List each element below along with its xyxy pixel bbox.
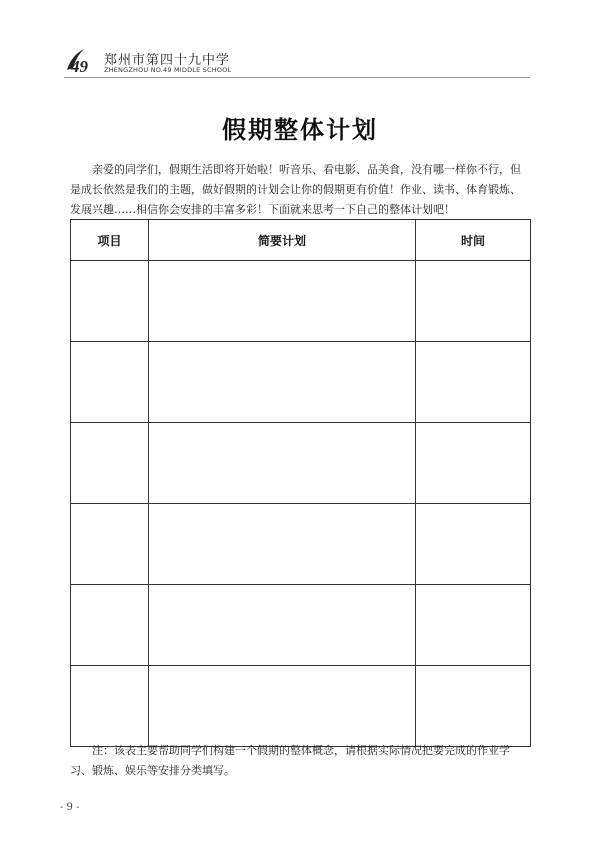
item-cell[interactable]	[71, 585, 149, 666]
time-cell[interactable]	[416, 342, 531, 423]
table-row	[71, 504, 531, 585]
time-cell[interactable]	[416, 261, 531, 342]
table-row	[71, 342, 531, 423]
table-row	[71, 666, 531, 747]
column-header-item: 项目	[71, 220, 149, 261]
item-cell[interactable]	[71, 261, 149, 342]
table-row	[71, 261, 531, 342]
column-header-time: 时间	[416, 220, 531, 261]
school-49-logo-icon	[64, 46, 104, 76]
header-divider	[64, 77, 530, 78]
svg-text:49: 49	[71, 57, 88, 76]
page-header	[64, 46, 530, 76]
time-cell[interactable]	[416, 423, 531, 504]
table-header-row	[71, 220, 531, 261]
plan-cell[interactable]	[149, 585, 416, 666]
school-name-cn: 郑州市第四十九中学	[104, 53, 231, 68]
column-header-plan: 简要计划	[149, 220, 416, 261]
time-cell[interactable]	[416, 585, 531, 666]
intro-paragraph: 亲爱的同学们，假期生活即将开始啦！听音乐、看电影、品美食，没有哪一样你不行，但是成长依然是我们的主题，做好假期的计划会让你的假期更有价值！作业、读书、体育锻炼、发展兴趣……相信你会安排的丰富多彩！下面就来思考一下自己的整体计划吧！	[70, 163, 521, 216]
school-name-en: ZHENGZHOU NO.49 MIDDLE SCHOOL	[104, 66, 232, 74]
item-cell[interactable]	[71, 423, 149, 504]
plan-cell[interactable]	[149, 261, 416, 342]
plan-table	[70, 219, 531, 747]
item-cell[interactable]	[71, 666, 149, 747]
footnote: 注：该表主要帮助同学们构建一个假期的整体概念，请根据实际情况把要完成的作业学习、锻炼、娱乐等安排分类填写。	[70, 744, 510, 777]
plan-cell[interactable]	[149, 504, 416, 585]
page-number: - 9 -	[60, 802, 80, 813]
plan-cell[interactable]	[149, 423, 416, 504]
plan-cell[interactable]	[149, 342, 416, 423]
time-cell[interactable]	[416, 504, 531, 585]
item-cell[interactable]	[71, 342, 149, 423]
item-cell[interactable]	[71, 504, 149, 585]
page-title: 假期整体计划	[222, 115, 378, 144]
plan-cell[interactable]	[149, 666, 416, 747]
table-row	[71, 423, 531, 504]
time-cell[interactable]	[416, 666, 531, 747]
table-row	[71, 585, 531, 666]
